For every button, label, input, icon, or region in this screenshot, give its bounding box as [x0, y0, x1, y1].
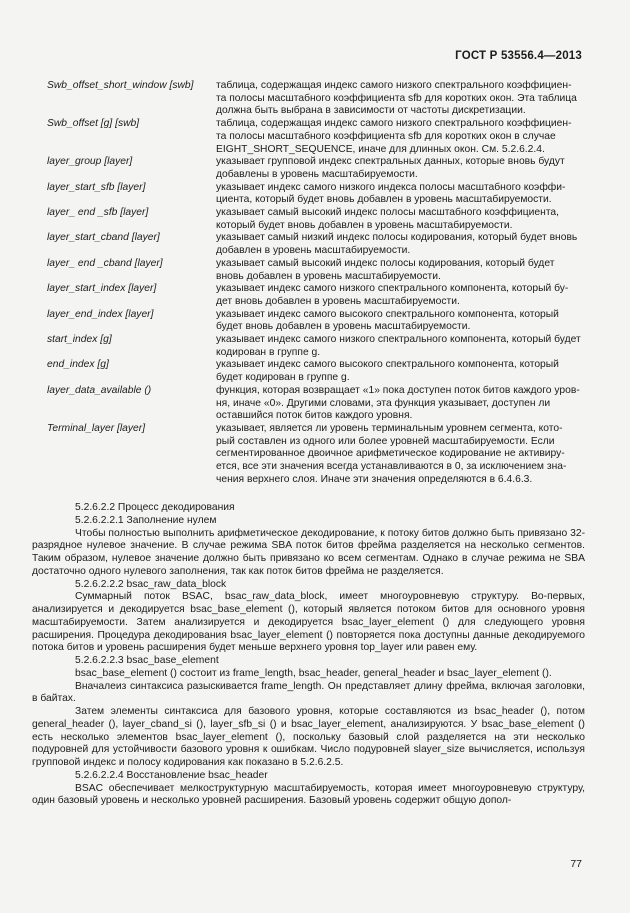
paragraph: bsac_base_element () состоит из frame_length, bsac_header, general_header и bsac_layer_element ().: [75, 667, 552, 679]
definition-term: layer_group [layer]: [47, 156, 133, 168]
definition-desc: [216, 118, 585, 156]
definition-desc: [216, 156, 585, 181]
desc-line: та полосы масштабного коэффициента sfb для коротких окон в случае: [216, 130, 556, 142]
definition-term: Terminal_layer [layer]: [47, 422, 146, 434]
definition-item: [47, 156, 585, 181]
definition-desc: [216, 385, 585, 423]
definitions-list: [47, 80, 585, 487]
definition-item: [47, 334, 585, 359]
desc-line: кодирован в группе g.: [216, 346, 321, 358]
definition-item: [47, 207, 585, 232]
desc-line: указывает индекс самого низкого спектрального компонента, который бу-: [216, 283, 569, 295]
definition-item: [47, 309, 585, 334]
paragraph: BSAC обеспечивает мелкоструктурную масштабируемость, которая имеет многоуровневую структуру, один базовый уровень и несколько уровней расширения. Базовый уровень содержит общую допол-: [32, 782, 585, 807]
section-heading: 5.2.6.2.2.4 Восстановление bsac_header: [75, 769, 268, 781]
desc-line: рый составлен из одного или более уровней масштабируемости. Если: [216, 435, 555, 447]
definition-desc: [216, 80, 585, 118]
body-text: [32, 502, 585, 808]
definition-term: layer_start_sfb [layer]: [47, 181, 146, 193]
definition-desc: [216, 334, 585, 359]
desc-line: функция, которая возвращает «1» пока доступен поток битов каждого уров-: [216, 384, 580, 396]
desc-line: ется, все эти значения всегда устанавливаются в 0, за исключением зна-: [216, 461, 567, 473]
definition-desc: [216, 283, 585, 308]
paragraph: Суммарный поток BSAC, bsac_raw_data_block, имеет многоуровневую структуру. Во-первых, анализируется и декодируется bsac_base_element (), который является потоком битов для основного уровня масштабируемости. Затем анализируется и декодируется bsac_layer_element () для следующего уровня расширения. Процедура декодирования bsac_layer_element () повторяется пока доступны данные декодируемого потока битов и уровень расширения будет меньше верхнего уровня top_layer или равен ему.: [32, 591, 585, 654]
desc-line: указывает, является ли уровень терминальным уровнем сегмента, кото-: [216, 422, 563, 434]
desc-line: сегментированное двоичное арифметическое кодирование не активиру-: [216, 448, 565, 460]
desc-line: чения верхнего слоя. Иначе эти значения определяются в 6.4.6.3.: [216, 473, 533, 485]
definition-item: [47, 232, 585, 257]
desc-line: EIGHT_SHORT_SEQUENCE, иначе для длинных окон. См. 5.2.6.2.4.: [216, 143, 545, 155]
section-heading: 5.2.6.2.2.2 bsac_raw_data_block: [75, 578, 227, 590]
definition-desc: [216, 182, 585, 207]
desc-line: таблица, содержащая индекс самого низкого спектрального коэффициен-: [216, 118, 572, 130]
paragraph: Чтобы полностью выполнить арифметическое декодирование, к потоку битов должно быть привязано 32-разрядное нулевое значение. В случае режима SBA поток битов фрейма разделяется на несколько сегментов. Таким образом, нулевое значение должно быть привязано ко всем сегментам. Однако в случае режима не SBA достаточно одного нулевого заполнения, так как поток битов фрейма не разделяется.: [32, 527, 585, 577]
definition-desc: [216, 309, 585, 334]
page-number: 77: [570, 858, 582, 870]
definition-item: [47, 80, 585, 118]
section-heading: 5.2.6.2.2.1 Заполнение нулем: [75, 514, 217, 526]
paragraph: Затем элементы синтаксиса для базового уровня, которые составляются из bsac_header (), потом general_header (), layer_cband_si (), layer_sfb_si () и bsac_layer_element, анализируются. У bsac_base_element () есть несколько элементов bsac_layer_element (), поскольку базовый слой разделяется на эти несколько подуровней для устойчивости базового уровня к ошибкам. Число подуровней slayer_size вычисляется, используя групповой индекс и полосу кодирования как показано в 5.2.6.2.5.: [32, 706, 585, 768]
definition-term: layer_end_index [layer]: [47, 308, 154, 320]
definition-term: end_index [g]: [47, 359, 109, 371]
desc-line: будет кодирован в группе g.: [216, 372, 350, 384]
definition-item: [47, 182, 585, 207]
desc-line: указывает индекс самого высокого спектрального компонента, который: [216, 359, 559, 371]
desc-line: указывает самый высокий индекс полосы масштабного коэффициента,: [216, 207, 560, 219]
definition-desc: [216, 359, 585, 384]
definition-term: start_index [g]: [47, 334, 112, 346]
definition-term: layer_start_cband [layer]: [47, 232, 160, 244]
desc-line: будет вновь добавлен в уровень масштабируемости.: [216, 321, 471, 333]
definition-term: layer_ end _sfb [layer]: [47, 207, 149, 219]
desc-line: указывает индекс самого высокого спектрального компонента, который: [216, 308, 559, 320]
desc-line: таблица, содержащая индекс самого низкого спектрального коэффициен-: [216, 80, 572, 91]
definition-term: layer_data_available (): [47, 384, 152, 396]
desc-line: указывает групповой индекс спектральных данных, которые вновь будут: [216, 156, 565, 168]
desc-line: добавлен в уровень масштабируемости.: [216, 245, 411, 257]
definition-item: [47, 359, 585, 384]
definition-item: [47, 258, 585, 283]
desc-line: циента, который будет вновь добавлен в уровень масштабируемости.: [216, 194, 552, 206]
desc-line: который будет вновь добавлен в уровень масштабируемости.: [216, 219, 513, 231]
definition-term: layer_ end _cband [layer]: [47, 257, 163, 269]
desc-line: указывает индекс самого низкого индекса полосы масштабного коэффи-: [216, 181, 566, 193]
definition-term: Swb_offset_short_window [swb]: [47, 80, 194, 91]
definition-term: layer_start_index [layer]: [47, 283, 157, 295]
section-heading: 5.2.6.2.2 Процесс декодирования: [75, 502, 235, 513]
definition-item: [47, 385, 585, 423]
definition-desc: [216, 207, 585, 232]
document-header: ГОСТ Р 53556.4—2013: [455, 50, 582, 62]
desc-line: указывает самый низкий индекс полосы кодирования, который будет вновь: [216, 232, 578, 244]
desc-line: указывает индекс самого низкого спектрального компонента, который будет: [216, 334, 581, 346]
desc-line: добавлены в уровень масштабируемости.: [216, 168, 418, 180]
definition-desc: [216, 258, 585, 283]
desc-line: вновь добавлен в уровень масштабируемости.: [216, 270, 441, 282]
desc-line: указывает самый высокий индекс полосы кодирования, который будет: [216, 257, 555, 269]
paragraph: Вначалеиз синтаксиса разыскивается frame_length. Он представляет длину фрейма, включая заголовки, в байтах.: [32, 680, 585, 705]
definition-item: [47, 283, 585, 308]
section-heading: 5.2.6.2.2.3 bsac_base_element: [75, 655, 219, 666]
desc-line: та полосы масштабного коэффициента sfb для коротких окон. Эта таблица: [216, 92, 577, 104]
definition-item: [47, 423, 585, 487]
definition-item: [47, 118, 585, 156]
definition-desc: [216, 232, 585, 257]
definition-term: Swb_offset [g] [swb]: [47, 118, 140, 130]
desc-line: дет вновь добавлен в уровень масштабируемости.: [216, 295, 460, 307]
desc-line: должна быть выбрана в зависимости от частоты дискретизации.: [216, 105, 526, 117]
desc-line: ня, иначе «0». Другими словами, эта функция указывает, доступен ли: [216, 397, 551, 409]
definition-desc: [216, 423, 585, 487]
desc-line: оставшийся поток битов каждого уровня.: [216, 410, 413, 422]
